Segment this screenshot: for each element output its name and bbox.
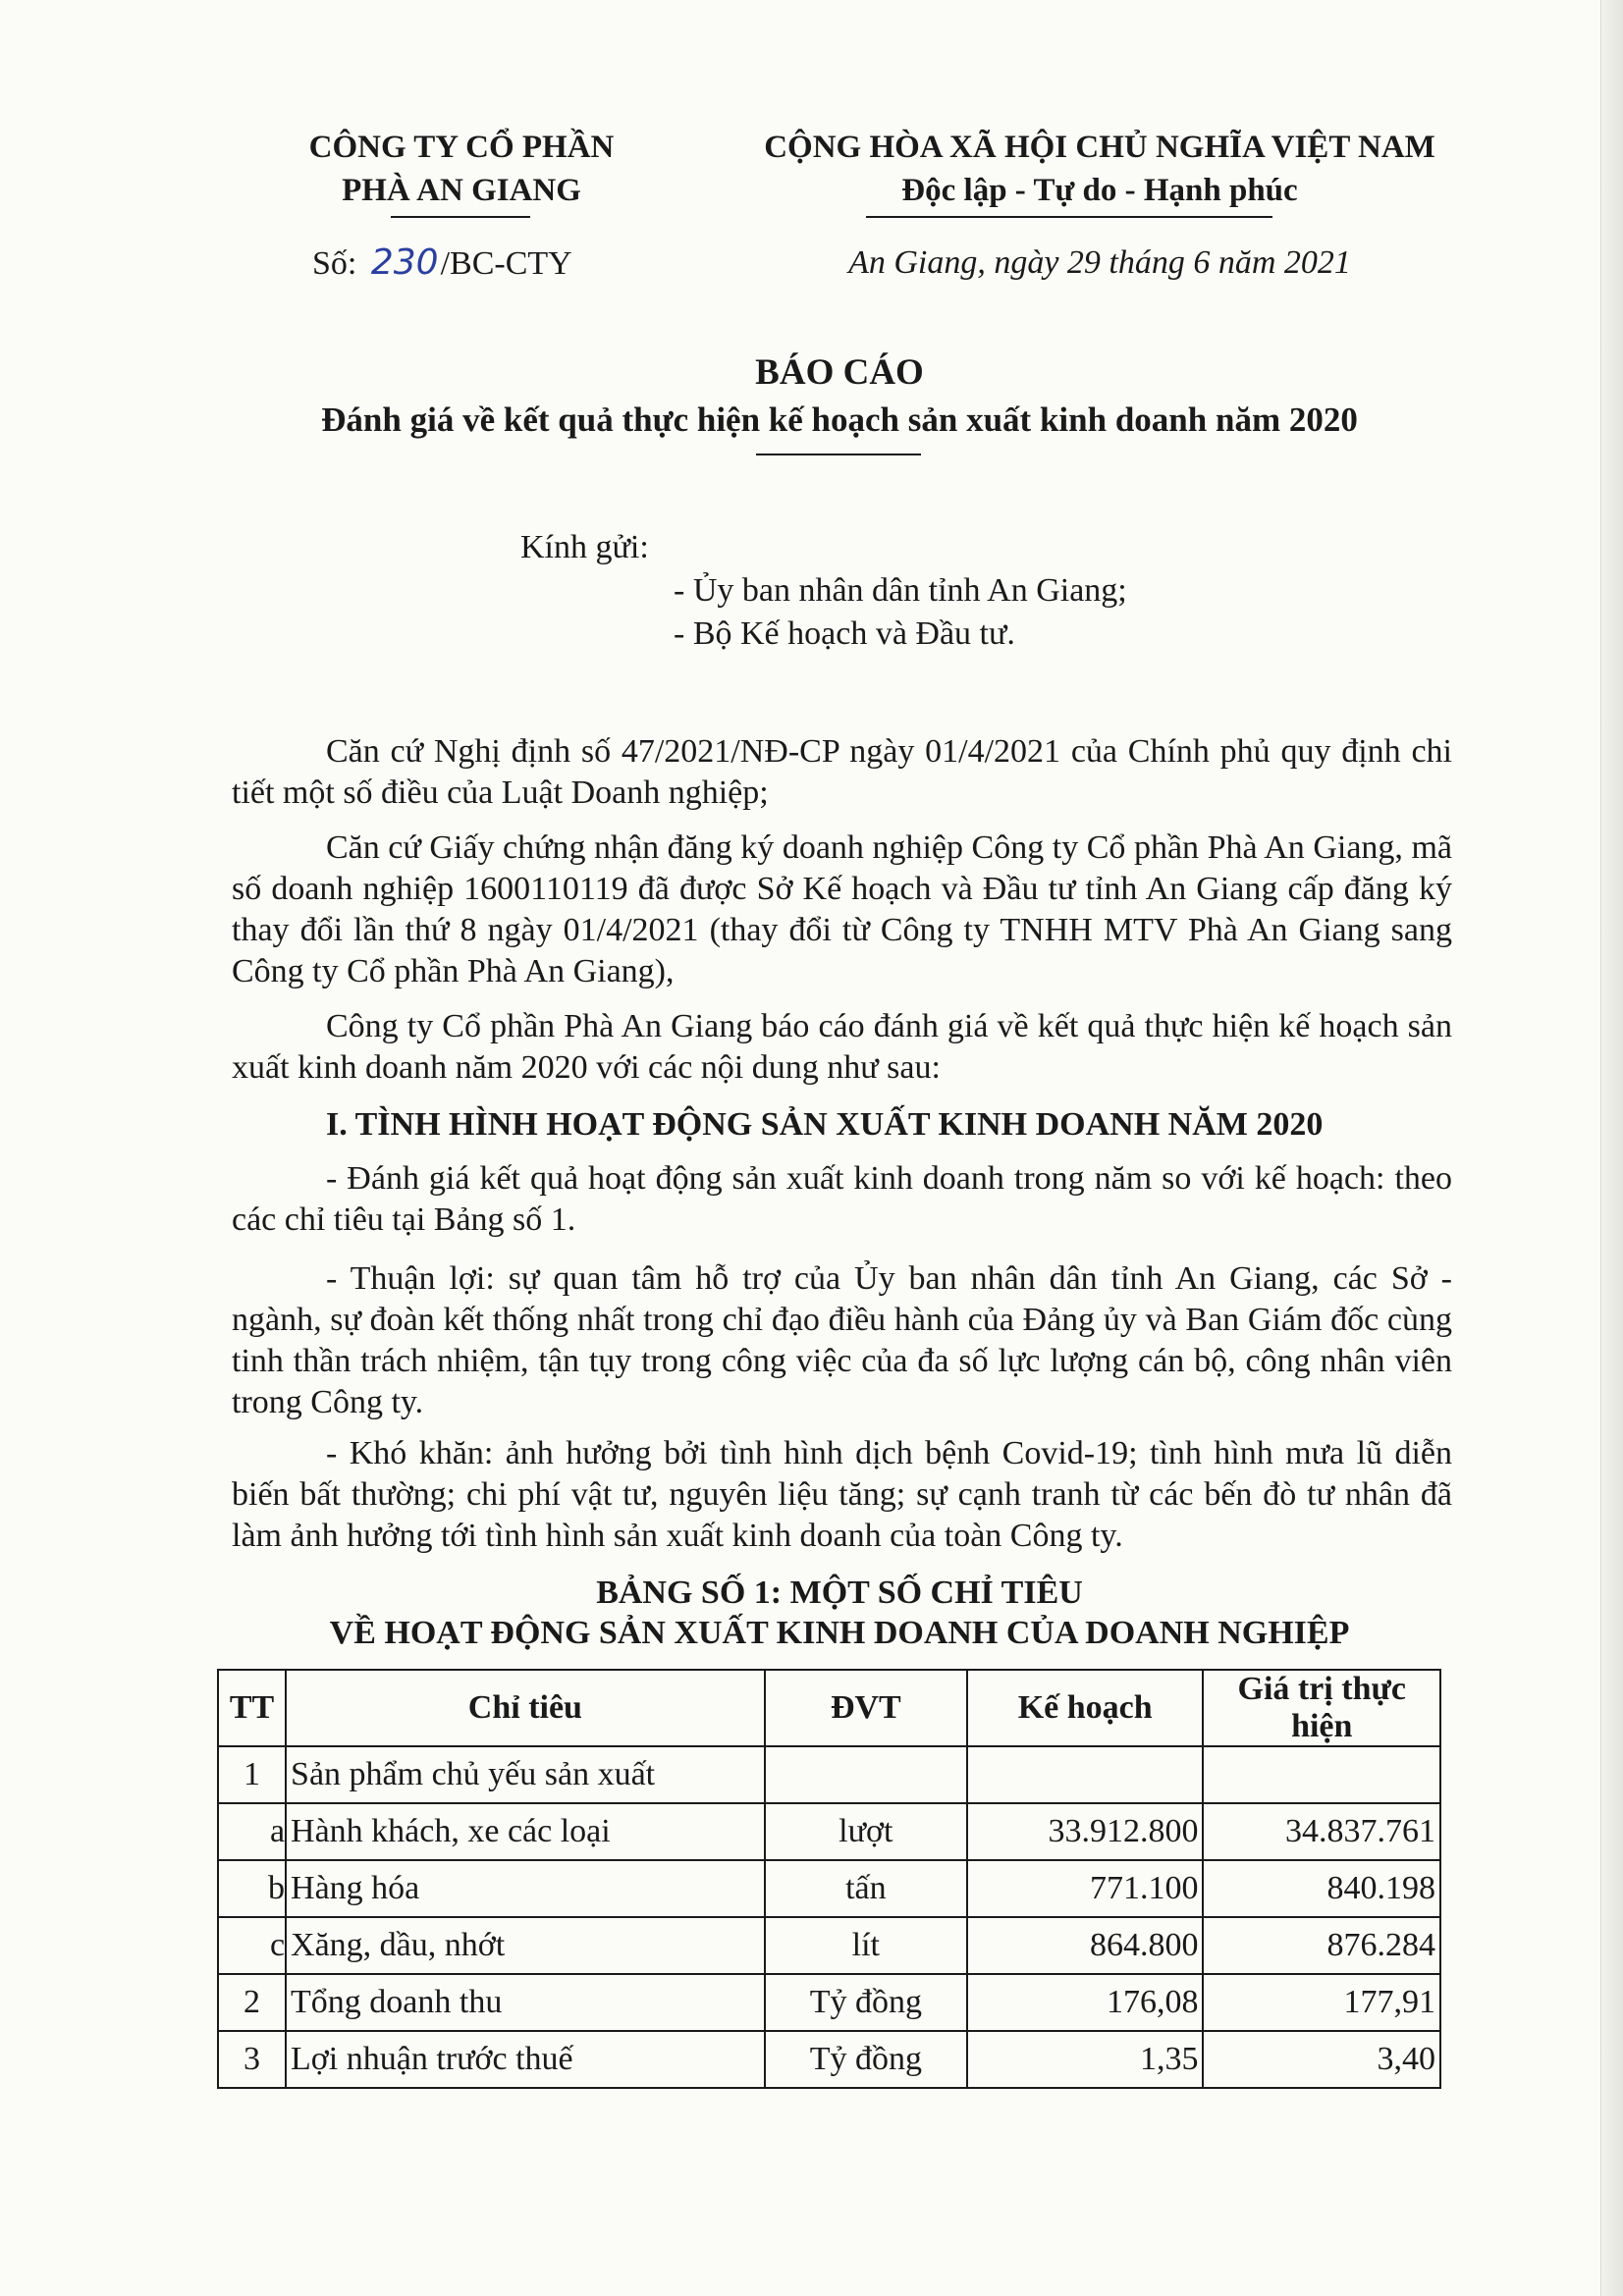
table-1-title-line-2: VỀ HOẠT ĐỘNG SẢN XUẤT KINH DOANH CỦA DOANH NGHIỆP bbox=[329, 1615, 1350, 1651]
doc-number bbox=[312, 241, 572, 286]
cell-plan bbox=[967, 1746, 1204, 1803]
cell-indicator: Tổng doanh thu bbox=[286, 1974, 765, 2031]
paragraph-intro bbox=[232, 1006, 1452, 1089]
cell-indicator: Sản phẩm chủ yếu sản xuất bbox=[286, 1746, 765, 1803]
cell-indicator: Hành khách, xe các loại bbox=[286, 1803, 765, 1860]
recipients-label: Kính gửi: bbox=[520, 529, 649, 565]
place-date: An Giang, ngày 29 tháng 6 năm 2021 bbox=[848, 244, 1351, 281]
recipient-1: - Ủy ban nhân dân tỉnh An Giang; bbox=[674, 572, 1127, 609]
table-row bbox=[218, 1746, 1440, 1803]
paragraph-legal-basis-2 bbox=[232, 828, 1452, 992]
cell-unit: tấn bbox=[765, 1860, 967, 1917]
company-line-1: CÔNG TY CỔ PHẦN bbox=[308, 130, 615, 165]
table-row bbox=[218, 1917, 1440, 1974]
cell-sub-index: a bbox=[218, 1803, 286, 1860]
company-line-2: PHÀ AN GIANG bbox=[342, 173, 581, 208]
cell-plan: 771.100 bbox=[967, 1860, 1204, 1917]
cell-actual: 177,91 bbox=[1203, 1974, 1440, 2031]
section-1-item-difficulties bbox=[232, 1433, 1452, 1557]
cell-unit: lít bbox=[765, 1917, 967, 1974]
nation-header bbox=[727, 126, 1473, 212]
section-1-heading: I. TÌNH HÌNH HOẠT ĐỘNG SẢN XUẤT KINH DOANH NĂM 2020 bbox=[326, 1106, 1324, 1143]
cell-plan: 1,35 bbox=[967, 2031, 1204, 2088]
header-actual: Giá trị thực hiện bbox=[1203, 1670, 1440, 1746]
nation-line-2: Độc lập - Tự do - Hạnh phúc bbox=[901, 173, 1298, 208]
item-text: - Thuận lợi: sự quan tâm hỗ trợ của Ủy ban nhân dân tỉnh An Giang, các Sở - ngành, sự đoàn kết thống nhất trong chỉ đạo điều hành của Đảng ủy và Ban Giám đốc cùng tinh thần trách nhiệm, tận tụy trong công việc của đa số lực lượng cán bộ, công nhân viên trong Công ty. bbox=[232, 1260, 1452, 1420]
cell-plan: 33.912.800 bbox=[967, 1803, 1204, 1860]
cell-actual bbox=[1203, 1746, 1440, 1803]
header-indicator: Chỉ tiêu bbox=[286, 1670, 765, 1746]
section-1-item-advantages bbox=[232, 1258, 1452, 1423]
cell-actual: 34.837.761 bbox=[1203, 1803, 1440, 1860]
table-header-row bbox=[218, 1670, 1440, 1746]
report-subtitle: Đánh giá về kết quả thực hiện kế hoạch sản xuất kinh doanh năm 2020 bbox=[321, 400, 1358, 439]
nation-line-1: CỘNG HÒA XÃ HỘI CHỦ NGHĨA VIỆT NAM bbox=[764, 130, 1435, 165]
table-1-title-line-1: BẢNG SỐ 1: MỘT SỐ CHỈ TIÊU bbox=[596, 1575, 1083, 1611]
page-edge-shadow bbox=[1600, 0, 1623, 2296]
table-row bbox=[218, 1974, 1440, 2031]
doc-number-suffix: /BC-CTY bbox=[440, 245, 572, 282]
header-tt: TT bbox=[218, 1670, 286, 1746]
cell-unit: Tỷ đồng bbox=[765, 1974, 967, 2031]
doc-number-handwritten: 230 bbox=[370, 242, 439, 283]
cell-unit: Tỷ đồng bbox=[765, 2031, 967, 2088]
cell-unit bbox=[765, 1746, 967, 1803]
cell-tt: 3 bbox=[218, 2031, 286, 2088]
paragraph-legal-basis-1 bbox=[232, 731, 1452, 814]
company-name bbox=[236, 126, 687, 212]
cell-sub-index: c bbox=[218, 1917, 286, 1974]
cell-tt: 1 bbox=[218, 1746, 286, 1803]
cell-indicator: Lợi nhuận trước thuế bbox=[286, 2031, 765, 2088]
cell-tt: 2 bbox=[218, 1974, 286, 2031]
table-row bbox=[218, 2031, 1440, 2088]
cell-actual: 840.198 bbox=[1203, 1860, 1440, 1917]
paragraph-text: Căn cứ Nghị định số 47/2021/NĐ-CP ngày 01/4/2021 của Chính phủ quy định chi tiết một số điều của Luật Doanh nghiệp; bbox=[232, 733, 1452, 811]
header-plan: Kế hoạch bbox=[967, 1670, 1204, 1746]
section-1-item-evaluation bbox=[232, 1158, 1452, 1241]
cell-actual: 876.284 bbox=[1203, 1917, 1440, 1974]
title-underline bbox=[756, 454, 921, 455]
cell-indicator: Hàng hóa bbox=[286, 1860, 765, 1917]
item-text: - Khó khăn: ảnh hưởng bởi tình hình dịch bệnh Covid-19; tình hình mưa lũ diễn biến bất thường; chi phí vật tư, nguyên liệu tăng; sự cạnh tranh từ các bến đò tư nhân đã làm ảnh hưởng tới tình hình sản xuất kinh doanh của toàn Công ty. bbox=[232, 1435, 1452, 1554]
cell-plan: 864.800 bbox=[967, 1917, 1204, 1974]
cell-sub-index: b bbox=[218, 1860, 286, 1917]
doc-number-prefix: Số: bbox=[312, 245, 357, 282]
recipient-2: - Bộ Kế hoạch và Đầu tư. bbox=[674, 615, 1015, 652]
cell-plan: 176,08 bbox=[967, 1974, 1204, 2031]
paragraph-text: Công ty Cổ phần Phà An Giang báo cáo đánh giá về kết quả thực hiện kế hoạch sản xuất kinh doanh năm 2020 với các nội dung như sau: bbox=[232, 1008, 1452, 1086]
cell-indicator: Xăng, dầu, nhớt bbox=[286, 1917, 765, 1974]
company-underline bbox=[391, 216, 530, 218]
cell-unit: lượt bbox=[765, 1803, 967, 1860]
table-1 bbox=[217, 1669, 1441, 2089]
item-text: - Đánh giá kết quả hoạt động sản xuất kinh doanh trong năm so với kế hoạch: theo các chỉ tiêu tại Bảng số 1. bbox=[232, 1160, 1452, 1238]
paragraph-text: Căn cứ Giấy chứng nhận đăng ký doanh nghiệp Công ty Cổ phần Phà An Giang, mã số doanh nghiệp 1600110119 đã được Sở Kế hoạch và Đầu tư tỉnh An Giang cấp đăng ký thay đổi lần thứ 8 ngày 01/4/2021 (thay đổi từ Công ty TNHH MTV Phà An Giang sang Công ty Cổ phần Phà An Giang), bbox=[232, 829, 1452, 989]
nation-underline bbox=[866, 216, 1272, 218]
table-row bbox=[218, 1860, 1440, 1917]
cell-actual: 3,40 bbox=[1203, 2031, 1440, 2088]
header-unit: ĐVT bbox=[765, 1670, 967, 1746]
report-title: BÁO CÁO bbox=[755, 352, 924, 393]
table-row bbox=[218, 1803, 1440, 1860]
